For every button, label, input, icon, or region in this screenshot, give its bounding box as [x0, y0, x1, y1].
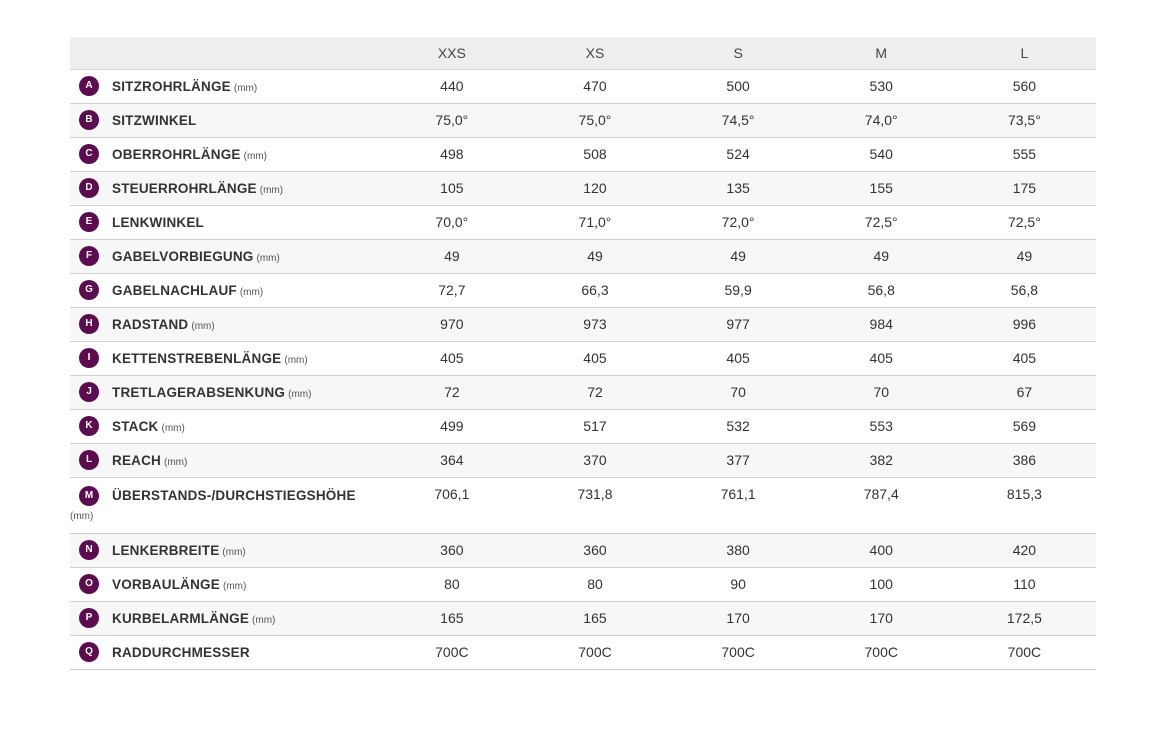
size-value-l: 700C	[1007, 644, 1042, 660]
size-value-s: 74,5°	[721, 112, 755, 128]
measurement-name: GABELNACHLAUF	[112, 282, 237, 298]
measurement-label-cell	[70, 567, 380, 601]
measurement-unit: (mm)	[161, 422, 185, 434]
measurement-unit: (mm)	[256, 252, 280, 264]
size-value-l: 405	[1012, 350, 1037, 366]
measurement-letter-badge: Q	[79, 642, 99, 662]
measurement-name: GABELVORBIEGUNG	[112, 248, 254, 264]
size-value-l: 420	[1012, 542, 1037, 558]
size-value-xxs: 72,7	[438, 282, 466, 298]
table-row	[70, 375, 1096, 409]
measurement-label-cell	[70, 341, 380, 375]
size-value-xs: 517	[583, 418, 607, 434]
measurement-letter-badge: D	[79, 178, 99, 198]
measurement-name: LENKERBREITE	[112, 542, 220, 558]
table-row	[70, 341, 1096, 375]
size-value-l: 815,3	[1006, 485, 1042, 502]
size-value-xs: 731,8	[577, 485, 613, 502]
measurement-letter-badge: O	[79, 574, 99, 594]
geometry-table-body	[70, 69, 1096, 669]
size-value-xs: 75,0°	[578, 112, 612, 128]
size-value-xxs: 80	[444, 576, 460, 592]
size-value-xs: 370	[583, 452, 607, 468]
size-value-l: 996	[1012, 316, 1037, 332]
size-value-s: 170	[726, 610, 750, 626]
size-value-xs: 973	[583, 316, 607, 332]
measurement-label-cell	[70, 273, 380, 307]
measurement-letter-badge: A	[79, 76, 99, 96]
table-row	[70, 635, 1096, 669]
measurement-letter-badge: J	[79, 382, 99, 402]
size-value-xxs: 440	[440, 78, 464, 94]
measurement-unit: (mm)	[164, 456, 188, 468]
size-value-m: 170	[869, 610, 893, 626]
measurement-label-cell	[70, 533, 380, 567]
size-value-s: 500	[726, 78, 750, 94]
size-value-l: 175	[1012, 180, 1037, 196]
table-row	[70, 205, 1096, 239]
size-value-m: 70	[873, 384, 890, 400]
size-value-xs: 72	[587, 384, 603, 400]
size-value-m: 984	[869, 316, 893, 332]
measurement-unit: (mm)	[259, 184, 284, 196]
measurement-letter-badge: N	[79, 540, 99, 560]
size-value-xs: 80	[587, 576, 603, 592]
size-value-l: 72,5°	[1007, 214, 1041, 230]
table-row	[70, 239, 1096, 273]
measurement-letter-badge: K	[79, 416, 99, 436]
measurement-unit: (mm)	[191, 320, 215, 332]
measurement-name: RADSTAND	[112, 316, 189, 332]
measurement-letter-badge: F	[79, 246, 99, 266]
size-value-s: 977	[726, 316, 750, 332]
size-value-xs: 71,0°	[578, 214, 612, 230]
measurement-label-cell	[70, 601, 380, 635]
measurement-name: ÜBERSTANDS-/DURCHSTIEGSHÖHE	[112, 487, 356, 503]
size-value-xxs: 72	[444, 384, 460, 400]
measurement-letter-badge: B	[79, 110, 99, 130]
header-label-cell	[70, 37, 380, 69]
measurement-letter-badge: C	[79, 144, 99, 164]
size-value-m: 553	[869, 418, 893, 434]
size-value-m: 100	[869, 576, 893, 592]
size-value-s: 49	[730, 248, 746, 264]
size-value-s: 380	[726, 542, 750, 558]
measurement-label-cell	[70, 239, 380, 273]
measurement-unit: (mm)	[239, 286, 264, 298]
measurement-unit: (mm)	[222, 546, 246, 558]
size-value-s: 72,0°	[721, 214, 755, 230]
size-value-m: 74,0°	[864, 112, 898, 128]
measurement-letter-badge: H	[79, 314, 99, 334]
size-value-s: 70	[730, 384, 746, 400]
size-value-m: 700C	[864, 644, 898, 660]
measurement-name: STEUERROHRLÄNGE	[112, 180, 257, 196]
size-value-xxs: 360	[440, 542, 464, 558]
size-value-xs: 700C	[578, 644, 612, 660]
measurement-name: SITZROHRLÄNGE	[112, 78, 231, 94]
geometry-table-container	[70, 37, 1096, 670]
size-value-xs: 405	[583, 350, 607, 366]
measurement-label-cell	[70, 635, 380, 669]
measurement-name: KURBELARMLÄNGE	[112, 610, 250, 626]
measurement-name: KETTENSTREBENLÄNGE	[112, 350, 282, 366]
size-value-m: 49	[873, 248, 890, 264]
size-value-xxs: 49	[444, 248, 460, 264]
size-header-m: M	[810, 37, 953, 69]
size-value-xs: 49	[587, 248, 603, 264]
size-value-s: 377	[726, 452, 750, 468]
table-row	[70, 103, 1096, 137]
measurement-label-cell	[70, 307, 380, 341]
size-value-s: 90	[730, 576, 746, 592]
size-value-xxs: 364	[440, 452, 464, 468]
size-header-xxs: XXS	[380, 37, 523, 69]
size-value-xxs: 970	[440, 316, 464, 332]
size-value-xs: 120	[583, 180, 607, 196]
measurement-label-cell	[70, 171, 380, 205]
measurement-name: STACK	[112, 418, 159, 434]
size-value-xxs: 405	[440, 350, 464, 366]
size-value-s: 761,1	[720, 485, 756, 502]
table-row	[70, 171, 1096, 205]
size-value-xxs: 105	[440, 180, 464, 196]
measurement-name: SITZWINKEL	[112, 112, 197, 128]
size-value-l: 110	[1013, 576, 1036, 592]
size-value-s: 700C	[721, 644, 755, 660]
measurement-letter-badge: I	[79, 348, 99, 368]
size-value-s: 135	[726, 180, 750, 196]
size-value-m: 530	[869, 78, 893, 94]
size-value-m: 787,4	[863, 485, 899, 502]
size-value-s: 532	[726, 418, 750, 434]
size-value-xxs: 70,0°	[435, 214, 469, 230]
size-value-xs: 66,3	[581, 282, 609, 298]
measurement-letter-badge: E	[79, 212, 99, 232]
measurement-unit: (mm)	[288, 388, 312, 400]
size-value-xxs: 499	[440, 418, 464, 434]
measurement-unit: (mm)	[252, 614, 276, 626]
size-header-row	[70, 37, 1096, 69]
measurement-unit: (mm)	[284, 354, 308, 366]
measurement-label-cell	[70, 409, 380, 443]
size-value-m: 382	[869, 452, 893, 468]
size-value-l: 73,5°	[1007, 112, 1041, 128]
size-value-m: 405	[869, 350, 893, 366]
table-row	[70, 533, 1096, 567]
size-value-xxs: 165	[440, 610, 464, 626]
size-header-s: S	[667, 37, 810, 69]
table-row	[70, 69, 1096, 103]
measurement-letter-badge: M	[79, 486, 99, 506]
size-value-l: 569	[1012, 418, 1037, 434]
size-value-m: 400	[869, 542, 893, 558]
size-value-l: 49	[1016, 248, 1033, 264]
table-row	[70, 443, 1096, 477]
size-value-s: 524	[726, 146, 750, 162]
measurement-label-cell	[70, 477, 380, 533]
measurement-unit: (mm)	[243, 150, 267, 162]
size-value-xxs: 706,1	[434, 485, 470, 502]
size-value-xs: 360	[583, 542, 607, 558]
measurement-unit: (mm)	[233, 82, 258, 94]
size-value-xxs: 700C	[435, 644, 469, 660]
size-header-xs: XS	[523, 37, 666, 69]
size-value-xs: 508	[583, 146, 607, 162]
table-row	[70, 137, 1096, 171]
measurement-label-cell	[70, 69, 380, 103]
measurement-letter-badge: P	[79, 608, 99, 628]
size-value-l: 67	[1016, 384, 1033, 400]
measurement-name: VORBAULÄNGE	[112, 576, 220, 592]
measurement-label-cell	[70, 137, 380, 171]
size-value-xxs: 498	[440, 146, 464, 162]
size-value-l: 560	[1012, 78, 1037, 94]
measurement-name: LENKWINKEL	[112, 214, 204, 230]
measurement-name: REACH	[112, 452, 162, 468]
measurement-name: TRETLAGERABSENKUNG	[112, 384, 286, 400]
table-row	[70, 477, 1096, 533]
size-value-m: 540	[869, 146, 893, 162]
size-value-l: 172,5	[1006, 610, 1042, 626]
table-row	[70, 273, 1096, 307]
size-value-l: 386	[1012, 452, 1037, 468]
size-value-s: 405	[726, 350, 750, 366]
size-value-l: 56,8	[1010, 282, 1039, 298]
measurement-name: OBERROHRLÄNGE	[112, 146, 241, 162]
measurement-label-cell	[70, 375, 380, 409]
size-value-m: 72,5°	[864, 214, 898, 230]
measurement-name: RADDURCHMESSER	[112, 644, 250, 660]
measurement-unit: (mm)	[222, 580, 247, 592]
size-value-l: 555	[1012, 146, 1037, 162]
measurement-unit: (mm)	[70, 510, 94, 522]
geometry-table	[70, 37, 1096, 670]
size-value-xs: 470	[583, 78, 607, 94]
measurement-letter-badge: G	[79, 280, 99, 300]
measurement-label-cell	[70, 443, 380, 477]
table-row	[70, 567, 1096, 601]
size-value-s: 59,9	[724, 282, 752, 298]
measurement-label-cell	[70, 103, 380, 137]
size-value-xs: 165	[583, 610, 607, 626]
table-row	[70, 409, 1096, 443]
table-row	[70, 307, 1096, 341]
table-row	[70, 601, 1096, 635]
size-value-m: 155	[869, 180, 893, 196]
size-value-m: 56,8	[867, 282, 895, 298]
size-header-l: L	[953, 37, 1096, 69]
measurement-letter-badge: L	[79, 450, 99, 470]
measurement-label-cell	[70, 205, 380, 239]
size-value-xxs: 75,0°	[435, 112, 469, 128]
